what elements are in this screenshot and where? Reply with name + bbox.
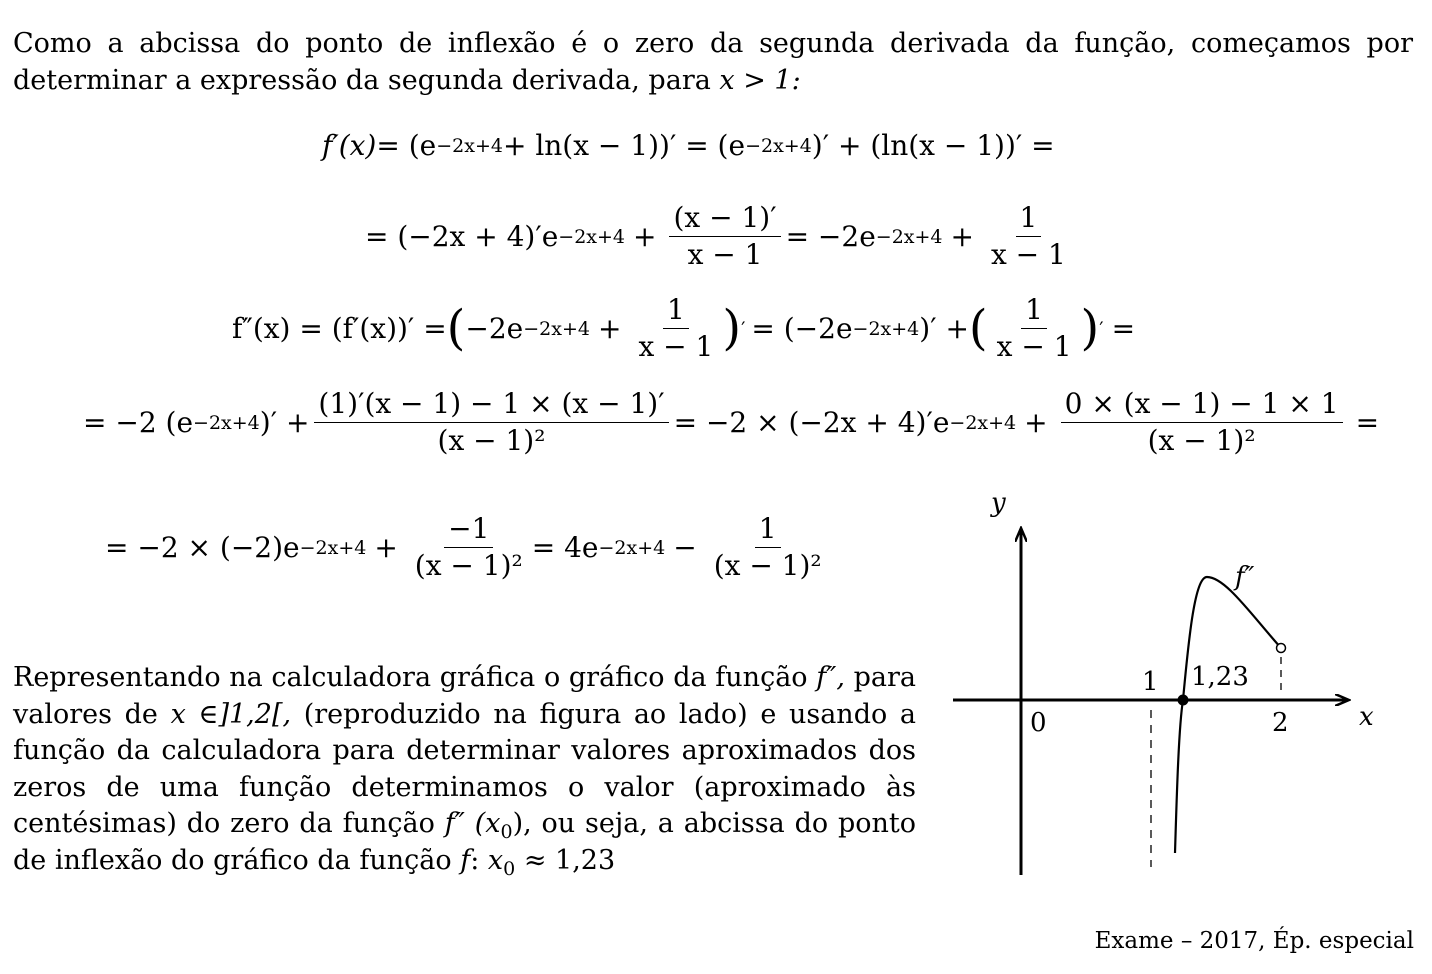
eq4-term3: = −2 × (−2x + 4)′e <box>673 405 950 439</box>
intro-condition: x > 1: <box>719 64 801 96</box>
reasoning-part1: Representando na calculadora gráfica o gráfico da função <box>13 662 808 693</box>
reasoning-fx0: f″ (x <box>444 808 501 839</box>
eq2-frac1-num: (x − 1)′ <box>669 204 780 237</box>
reasoning-result-x: x <box>487 844 504 876</box>
x-axis-label: x <box>1359 702 1374 732</box>
eq3-frac2-num: 1 <box>1021 296 1047 329</box>
eq3-big-paren-open-2: ( <box>968 300 988 357</box>
eq3-frac1-num: 1 <box>663 296 689 329</box>
reasoning-result-sub: 0 <box>503 857 516 880</box>
tick-2-label: 2 <box>1272 708 1289 738</box>
eq3-frac2-den: x − 1 <box>996 330 1072 363</box>
eq5-minus: − <box>673 530 697 564</box>
eq5-plus: + <box>374 530 398 564</box>
eq3-term3: )′ + <box>919 311 969 345</box>
equation-line-4: = −2 (e −2x+4 )′ + $\frac{(1)'(x - 1) - 1 \times (x - 1)'}{\text{(x − 1)²}}$ = −2 × (−2x + 4)′e −2x+4 + $\frac{0 \times (x - 1) - 1 \times 1}{\text{(x − 1)²}}$ = <box>83 387 1380 457</box>
open-endpoint-marker <box>1277 644 1286 653</box>
exam-source-footer: Exame – 2017, Ép. especial <box>1094 928 1414 954</box>
reasoning-f: f <box>460 844 471 876</box>
y-axis-label: y <box>991 488 1006 518</box>
eq5-fraction-2 <box>710 512 826 582</box>
eq3-fraction-1 <box>634 293 717 363</box>
eq3-big-paren-close: ) <box>722 300 742 357</box>
zero-point-marker <box>1178 695 1189 706</box>
eq4-fraction-1 <box>314 387 668 457</box>
eq4-plus: + <box>1024 405 1048 439</box>
eq4-frac1-den: (x − 1)² <box>437 424 546 457</box>
eq2-fraction-2 <box>987 201 1070 271</box>
eq5-frac1-num: −1 <box>444 515 493 548</box>
reasoning-paragraph <box>13 660 916 879</box>
eq1-lhs: f′(x) <box>322 129 377 162</box>
reasoning-sub0: 0 <box>500 821 513 843</box>
reasoning-f2: f″, <box>816 662 845 693</box>
zero-value-label: 1,23 <box>1191 662 1249 692</box>
eq5-fraction-1 <box>411 512 527 582</box>
eq1-term3: )′ + (ln(x − 1))′ = <box>811 129 1055 162</box>
eq2-plus: + <box>633 219 657 253</box>
eq1-term1: = (e <box>376 129 437 162</box>
origin-label: 0 <box>1030 708 1047 738</box>
eq3-big-paren-close-2: ) <box>1080 300 1100 357</box>
intro-paragraph <box>13 26 1413 99</box>
eq1-term2: + ln(x − 1))′ = (e <box>502 129 746 162</box>
eq5-term1: = −2 × (−2)e <box>105 530 300 564</box>
reasoning-part3: (reproduzido na figura ao lado) e usando a função da calculadora para determinar valores aproximados dos zeros de uma função determinamos o valor (aproximado às centésimas) do zero da função <box>13 698 916 839</box>
eq5-frac2-num: 1 <box>755 515 781 548</box>
curve-label: f″ <box>1235 562 1255 592</box>
eq4-fraction-2 <box>1061 387 1343 457</box>
eq4-frac1-num: (1)′(x − 1) − 1 × (x − 1)′ <box>314 390 668 423</box>
eq3-big-paren-open: ( <box>446 300 466 357</box>
eq3-plus: + <box>597 311 622 345</box>
eq2-fraction-1 <box>669 201 780 271</box>
eq4-term2: )′ + <box>259 405 310 439</box>
intro-text: Como a abcissa do ponto de inflexão é o zero da segunda derivada da função, começamos por determinar a expressão da segunda derivada, para <box>13 28 1413 96</box>
eq5-frac1-den: (x − 1)² <box>414 549 523 582</box>
eq5-term2: = 4e <box>531 530 599 564</box>
eq2-term2: = −2e <box>785 219 876 253</box>
eq3-term1: −2e <box>465 311 524 345</box>
tick-1-label: 1 <box>1142 667 1159 697</box>
eq2-frac2-num: 1 <box>1016 204 1042 237</box>
eq4-frac2-den: (x − 1)² <box>1147 424 1256 457</box>
reasoning-part2: para valores de <box>13 662 916 730</box>
eq4-term1: = −2 (e <box>83 405 194 439</box>
eq3-lhs: f″(x) = (f′(x))′ = <box>232 311 447 345</box>
eq3-fraction-2 <box>993 293 1076 363</box>
eq4-frac2-num: 0 × (x − 1) − 1 × 1 <box>1061 390 1343 423</box>
eq2-plus2: + <box>950 219 974 253</box>
reasoning-part5: : <box>470 844 480 876</box>
second-derivative-graph <box>945 485 1385 885</box>
eq2-term1: = (−2x + 4)′e <box>365 219 559 253</box>
eq2-frac1-den: x − 1 <box>687 238 763 271</box>
reasoning-result: ≈ 1,23 <box>523 844 616 876</box>
eq3-frac1-den: x − 1 <box>638 330 714 363</box>
equation-line-1: f′(x) = (e −2x+4 + ln(x − 1))′ = (e −2x+4 )′ + (ln(x − 1))′ = <box>322 129 1055 162</box>
f-double-prime-curve <box>1175 577 1281 853</box>
equation-line-2: = (−2x + 4)′e −2x+4 + $\frac{(x - 1)'}{x - 1}$ = −2e −2x+4 + $\frac{1}{x - 1}$ <box>365 204 1075 269</box>
eq3-equals: = <box>1111 311 1136 345</box>
eq4-equals: = <box>1355 405 1380 439</box>
eq3-term2: = (−2e <box>751 311 853 345</box>
equation-line-3: f″(x) = (f′(x))′ = ( −2e −2x+4 + $\frac{1}{x - 1}$ ) ′ = (−2e −2x+4 )′ + ( $\frac{1}{x - 1}$ ) ′ = <box>232 293 1136 363</box>
eq2-frac2-den: x − 1 <box>990 238 1066 271</box>
equation-line-5: = −2 × (−2)e −2x+4 + $\frac{-1}{\text{(x − 1)²}}$ = 4e −2x+4 − $\frac{1}{\text{(x − 1)²}}$ <box>105 515 831 580</box>
reasoning-interval: x ∈]1,2[, <box>170 698 292 730</box>
reasoning-part4: ), ou seja, a abcissa do ponto de inflexão do gráfico da função <box>13 808 917 876</box>
eq5-frac2-den: (x − 1)² <box>713 549 822 582</box>
